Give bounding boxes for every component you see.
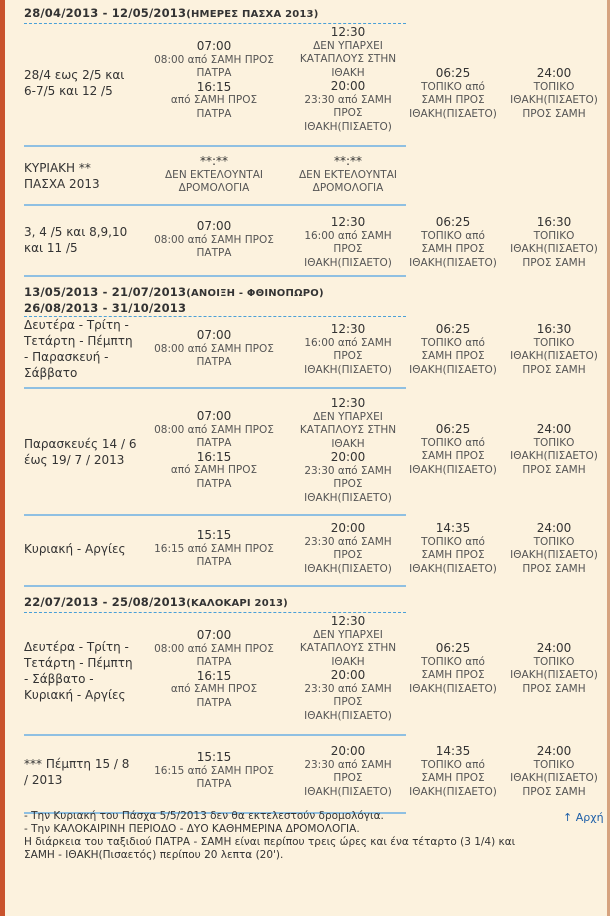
departure-sami [286,745,410,799]
route-text: ΠΡΟΣ ΣΑΜΗ [522,785,586,798]
schedule-row [24,389,598,516]
time-value: 15:15 [196,528,232,542]
time-value: **:** [333,154,363,168]
route-text: ΠΡΟΣ ΣΑΜΗ [522,562,586,575]
route-text: 23:30 από ΣΑΜΗ [304,682,392,695]
departure-sami [286,155,410,196]
local-sami-ithaki [404,67,502,121]
row-days [24,67,124,99]
route-text: ΠΡΟΣ ΣΑΜΗ [522,363,586,376]
route-text: ΔΡΟΜΟΛΟΓΙΑ [312,182,384,194]
time-value: 06:25 [435,641,471,655]
time-value: 06:25 [435,215,471,229]
route-text: ΠΑΤΡΑ [196,437,232,449]
day-text: ΚΥΡΙΑΚΗ ** [24,161,91,175]
time-value: 07:00 [196,628,232,642]
note-line: ΣΑΜΗ - ΙΘΑΚΗ(Πισαετός) περίπου 20 λεπτα (20'). [24,849,284,861]
local-ithaki-sami [504,522,604,576]
route-text: ΣΑΜΗ ΠΡΟΣ [421,350,485,362]
route-text: ΠΡΟΣ [333,350,363,362]
route-text: ΠΑΤΡΑ [196,477,232,490]
time-value: 12:30 [330,215,366,229]
route-text: ΠΑΤΡΑ [196,778,232,790]
route-text: ΙΘΑΚΗ(ΠΙΣΑΕΤΟ) [304,363,392,376]
schedule-row [24,206,598,277]
route-text: ΙΘΑΚΗ [331,437,365,450]
route-text: ΣΑΜΗ ΠΡΟΣ [421,772,485,784]
departure-patra [140,40,288,121]
time-value: **:** [199,154,229,168]
route-text: ΠΡΟΣ ΣΑΜΗ [522,256,586,269]
schedule-row [24,516,598,587]
time-value: 20:00 [330,744,366,758]
route-text: ΠΡΟΣ [333,107,363,119]
route-text: ΚΑΤΑΠΛΟΥΣ ΣΤΗΝ [299,424,397,436]
time-value: 14:35 [435,521,471,535]
route-text: 16:15 από ΣΑΜΗ ΠΡΟΣ [154,764,274,777]
route-text: ΤΟΠΙΚΟ από [421,535,485,548]
route-text: ΙΘΑΚΗ(ΠΙΣΑΕΤΟ) [409,107,497,120]
season-header [24,595,406,613]
time-value: 06:25 [435,422,471,436]
route-text: από ΣΑΜΗ ΠΡΟΣ [170,683,258,695]
notes [24,810,515,862]
route-text: από ΣΑΜΗ ΠΡΟΣ [170,464,258,476]
local-ithaki-sami [504,642,604,696]
time-value: 12:30 [330,322,366,336]
departure-sami [286,323,410,377]
route-text: ΙΘΑΚΗ(ΠΙΣΑΕΤΟ) [304,709,392,722]
route-text: 23:30 από ΣΑΜΗ [304,758,392,771]
route-text: 23:30 από ΣΑΜΗ [304,93,392,106]
departure-sami [286,216,410,270]
route-text: 16:00 από ΣΑΜΗ [304,336,392,349]
schedule-row [24,24,598,147]
day-text: Δευτέρα - Τρίτη - [24,318,129,332]
time-value: 16:15 [196,79,232,94]
day-text: - Παρασκευή - [24,350,109,364]
row-days [24,224,127,256]
route-text: ΤΟΠΙΚΟ [533,229,575,242]
time-value: 06:25 [435,322,471,336]
route-text: ΔΡΟΜΟΛΟΓΙΑ [178,182,250,194]
time-value: 20:00 [330,450,366,464]
local-ithaki-sami [504,323,604,377]
route-text: ΙΘΑΚΗ(ΠΙΣΑΕΤΟ) [510,772,598,784]
route-text: ΠΡΟΣ [333,696,363,708]
time-value: 20:00 [330,521,366,535]
route-text: ΙΘΑΚΗ(ΠΙΣΑΕΤΟ) [510,243,598,255]
local-ithaki-sami [504,67,604,121]
day-text: ΠΑΣΧΑ 2013 [24,177,100,191]
time-value: 06:25 [435,66,471,80]
day-text: *** Πέμπτη 15 / 8 [24,757,130,771]
route-text: ΚΑΤΑΠΛΟΥΣ ΣΤΗΝ [299,53,397,65]
time-value: 14:35 [435,744,471,758]
route-text: ΔΕΝ ΕΚΤΕΛΟΥΝΤΑΙ [165,168,263,181]
day-text: Τετάρτη - Πέμπτη [24,656,133,670]
route-text: ΤΟΠΙΚΟ από [421,80,485,93]
time-value: 16:30 [536,215,572,229]
route-text: ΙΘΑΚΗ(ΠΙΣΑΕΤΟ) [304,256,392,269]
row-days [24,541,126,557]
row-days [24,436,137,468]
note-line: - Την Κυριακή του Πάσχα 5/5/2013 δεν θα εκτελεστούν δρομολόγια. [24,810,384,822]
season-dates: 28/04/2013 - 12/05/2013 [24,6,187,20]
day-text: - Σάββατο - [24,672,94,686]
route-text: ΠΑΤΡΑ [196,656,232,668]
route-text: ΤΟΠΙΚΟ [533,80,575,93]
departure-sami [286,522,410,576]
route-text: 08:00 από ΣΑΜΗ ΠΡΟΣ [154,53,274,66]
departure-patra [140,629,288,710]
route-text: ΤΟΠΙΚΟ από [421,229,485,242]
route-text: 16:15 από ΣΑΜΗ ΠΡΟΣ [154,542,274,555]
route-text: 16:00 από ΣΑΜΗ [304,229,392,242]
day-text: 3, 4 /5 και 8,9,10 [24,225,128,239]
time-value: 16:15 [196,668,232,683]
route-text: ΙΘΑΚΗ(ΠΙΣΑΕΤΟ) [304,562,392,575]
route-text: ΤΟΠΙΚΟ από [421,436,485,449]
season-header [24,6,406,24]
schedule-row [24,147,406,206]
route-text: ΙΘΑΚΗ(ΠΙΣΑΕΤΟ) [409,682,497,695]
route-text: ΠΡΟΣ [333,549,363,561]
route-text: 23:30 από ΣΑΜΗ [304,535,392,548]
route-text: 23:30 από ΣΑΜΗ [304,464,392,477]
local-ithaki-sami [504,423,604,477]
time-value: 24:00 [536,66,572,80]
time-value: 20:00 [330,668,366,682]
route-text: ΠΑΤΡΑ [196,556,232,568]
route-text: ΤΟΠΙΚΟ [533,535,575,548]
back-to-top-link[interactable]: ↑ Αρχή [563,811,604,824]
departure-sami [286,397,410,505]
time-value: 12:30 [330,614,366,628]
route-text: ΣΑΜΗ ΠΡΟΣ [421,669,485,681]
route-text: ΙΘΑΚΗ(ΠΙΣΑΕΤΟ) [409,363,497,376]
time-value: 15:15 [196,750,232,764]
day-text: / 2013 [24,773,63,787]
note-line: - Την ΚΑΛΟΚΑΙΡΙΝΗ ΠΕΡΙΟΔΟ - ΔΥΟ ΚΑΘΗΜΕΡΙΝΑ ΔΡΟΜΟΛΟΓΙΑ. [24,823,360,835]
route-text: ΤΟΠΙΚΟ [533,758,575,771]
route-text: ΤΟΠΙΚΟ [533,436,575,449]
time-value: 24:00 [536,521,572,535]
route-text: 08:00 από ΣΑΜΗ ΠΡΟΣ [154,233,274,246]
route-text: ΙΘΑΚΗ(ΠΙΣΑΕΤΟ) [304,785,392,798]
departure-patra [140,751,288,792]
route-text: 08:00 από ΣΑΜΗ ΠΡΟΣ [154,342,274,355]
departure-patra [140,220,288,261]
departure-sami [286,26,410,134]
route-text: ΙΘΑΚΗ(ΠΙΣΑΕΤΟ) [409,463,497,476]
route-text: ΙΘΑΚΗ [331,655,365,668]
route-text: 08:00 από ΣΑΜΗ ΠΡΟΣ [154,642,274,655]
route-text: ΙΘΑΚΗ [331,66,365,79]
season-name: (ΗΜΕΡΕΣ ΠΑΣΧΑ 2013) [186,9,319,20]
row-days [24,317,133,381]
time-value: 16:15 [196,449,232,464]
row-days [24,639,133,703]
route-text: ΙΘΑΚΗ(ΠΙΣΑΕΤΟ) [510,350,598,362]
time-value: 07:00 [196,409,232,423]
route-text: ΤΟΠΙΚΟ [533,336,575,349]
route-text: ΠΡΟΣ ΣΑΜΗ [522,682,586,695]
route-text: ΤΟΠΙΚΟ από [421,758,485,771]
route-text: ΙΘΑΚΗ(ΠΙΣΑΕΤΟ) [510,450,598,462]
route-text: ΠΡΟΣ [333,478,363,490]
time-value: 07:00 [196,39,232,53]
season-header [24,285,406,317]
local-sami-ithaki [404,423,502,477]
route-text: ΠΑΤΡΑ [196,67,232,79]
season-dates: 22/07/2013 - 25/08/2013 [24,595,187,609]
departure-sami [286,615,410,723]
local-sami-ithaki [404,745,502,799]
season-name: (ΑΝΟΙΞΗ - ΦΘΙΝΟΠΩΡΟ) [186,288,324,299]
local-sami-ithaki [404,323,502,377]
route-text: ΣΑΜΗ ΠΡΟΣ [421,450,485,462]
schedule-row [24,317,598,389]
timetable [24,6,598,814]
route-text: ΤΟΠΙΚΟ από [421,336,485,349]
route-text: ΠΡΟΣ ΣΑΜΗ [522,107,586,120]
season-dates: 13/05/2013 - 21/07/2013 [24,285,187,299]
day-text: Κυριακή - Αργίες [24,542,126,556]
day-text: και 11 /5 [24,241,78,255]
departure-patra [140,155,288,196]
day-text: Τετάρτη - Πέμπτη [24,334,133,348]
route-text: ΙΘΑΚΗ(ΠΙΣΑΕΤΟ) [510,94,598,106]
departure-patra [140,529,288,570]
time-value: 24:00 [536,422,572,436]
time-value: 07:00 [196,328,232,342]
day-text: Παρασκευές 14 / 6 [24,437,137,451]
route-text: ΠΡΟΣ [333,243,363,255]
departure-patra [140,410,288,491]
route-text: 08:00 από ΣΑΜΗ ΠΡΟΣ [154,423,274,436]
route-text: ΣΑΜΗ ΠΡΟΣ [421,549,485,561]
route-text: από ΣΑΜΗ ΠΡΟΣ [170,94,258,106]
left-border [0,0,5,916]
season-name: (ΚΑΛΟΚΑΡΙ 2013) [186,598,288,609]
local-ithaki-sami [504,745,604,799]
time-value: 24:00 [536,641,572,655]
note-line: Η διάρκεια του ταξιδιού ΠΑΤΡΑ - ΣΑΜΗ είναι περίπου τρεις ώρες και ένα τέταρτο (3 1/4) και [24,836,516,848]
route-text: ΙΘΑΚΗ(ΠΙΣΑΕΤΟ) [510,669,598,681]
time-value: 12:30 [330,396,366,410]
route-text: ΙΘΑΚΗ(ΠΙΣΑΕΤΟ) [409,562,497,575]
route-text: ΤΟΠΙΚΟ [533,655,575,668]
day-text: Σάββατο [24,366,78,380]
day-text: έως 19/ 7 / 2013 [24,453,125,467]
time-value: 16:30 [536,322,572,336]
local-sami-ithaki [404,522,502,576]
time-value: 07:00 [196,219,232,233]
route-text: ΣΑΜΗ ΠΡΟΣ [421,243,485,255]
route-text: ΠΡΟΣ [333,772,363,784]
row-days [24,160,100,192]
route-text: ΙΘΑΚΗ(ΠΙΣΑΕΤΟ) [409,256,497,269]
route-text: ΚΑΤΑΠΛΟΥΣ ΣΤΗΝ [299,642,397,654]
departure-patra [140,329,288,370]
route-text: ΠΑΤΡΑ [196,356,232,368]
schedule-row [24,613,598,736]
route-text: ΤΟΠΙΚΟ από [421,655,485,668]
time-value: 24:00 [536,744,572,758]
local-ithaki-sami [504,216,604,270]
row-days [24,756,129,788]
route-text: ΔΕΝ ΥΠΑΡΧΕΙ [313,410,383,423]
day-text: Κυριακή - Αργίες [24,688,126,702]
time-value: 20:00 [330,79,366,93]
route-text: ΠΑΤΡΑ [196,696,232,709]
route-text: ΔΕΝ ΥΠΑΡΧΕΙ [313,39,383,52]
route-text: ΣΑΜΗ ΠΡΟΣ [421,94,485,106]
day-text: 28/4 εως 2/5 και [24,68,125,82]
day-text: Δευτέρα - Τρίτη - [24,640,129,654]
season-dates-2: 26/08/2013 - 31/10/2013 [24,301,187,315]
local-sami-ithaki [404,642,502,696]
schedule-row [24,736,598,814]
route-text: ΔΕΝ ΕΚΤΕΛΟΥΝΤΑΙ [299,168,397,181]
local-sami-ithaki [404,216,502,270]
route-text: ΙΘΑΚΗ(ΠΙΣΑΕΤΟ) [304,491,392,504]
route-text: ΔΕΝ ΥΠΑΡΧΕΙ [313,628,383,641]
route-text: ΠΑΤΡΑ [196,247,232,259]
route-text: ΠΑΤΡΑ [196,107,232,120]
day-text: 6-7/5 και 12 /5 [24,84,113,98]
route-text: ΙΘΑΚΗ(ΠΙΣΑΕΤΟ) [510,549,598,561]
time-value: 12:30 [330,25,366,39]
route-text: ΙΘΑΚΗ(ΠΙΣΑΕΤΟ) [409,785,497,798]
route-text: ΠΡΟΣ ΣΑΜΗ [522,463,586,476]
route-text: ΙΘΑΚΗ(ΠΙΣΑΕΤΟ) [304,120,392,133]
